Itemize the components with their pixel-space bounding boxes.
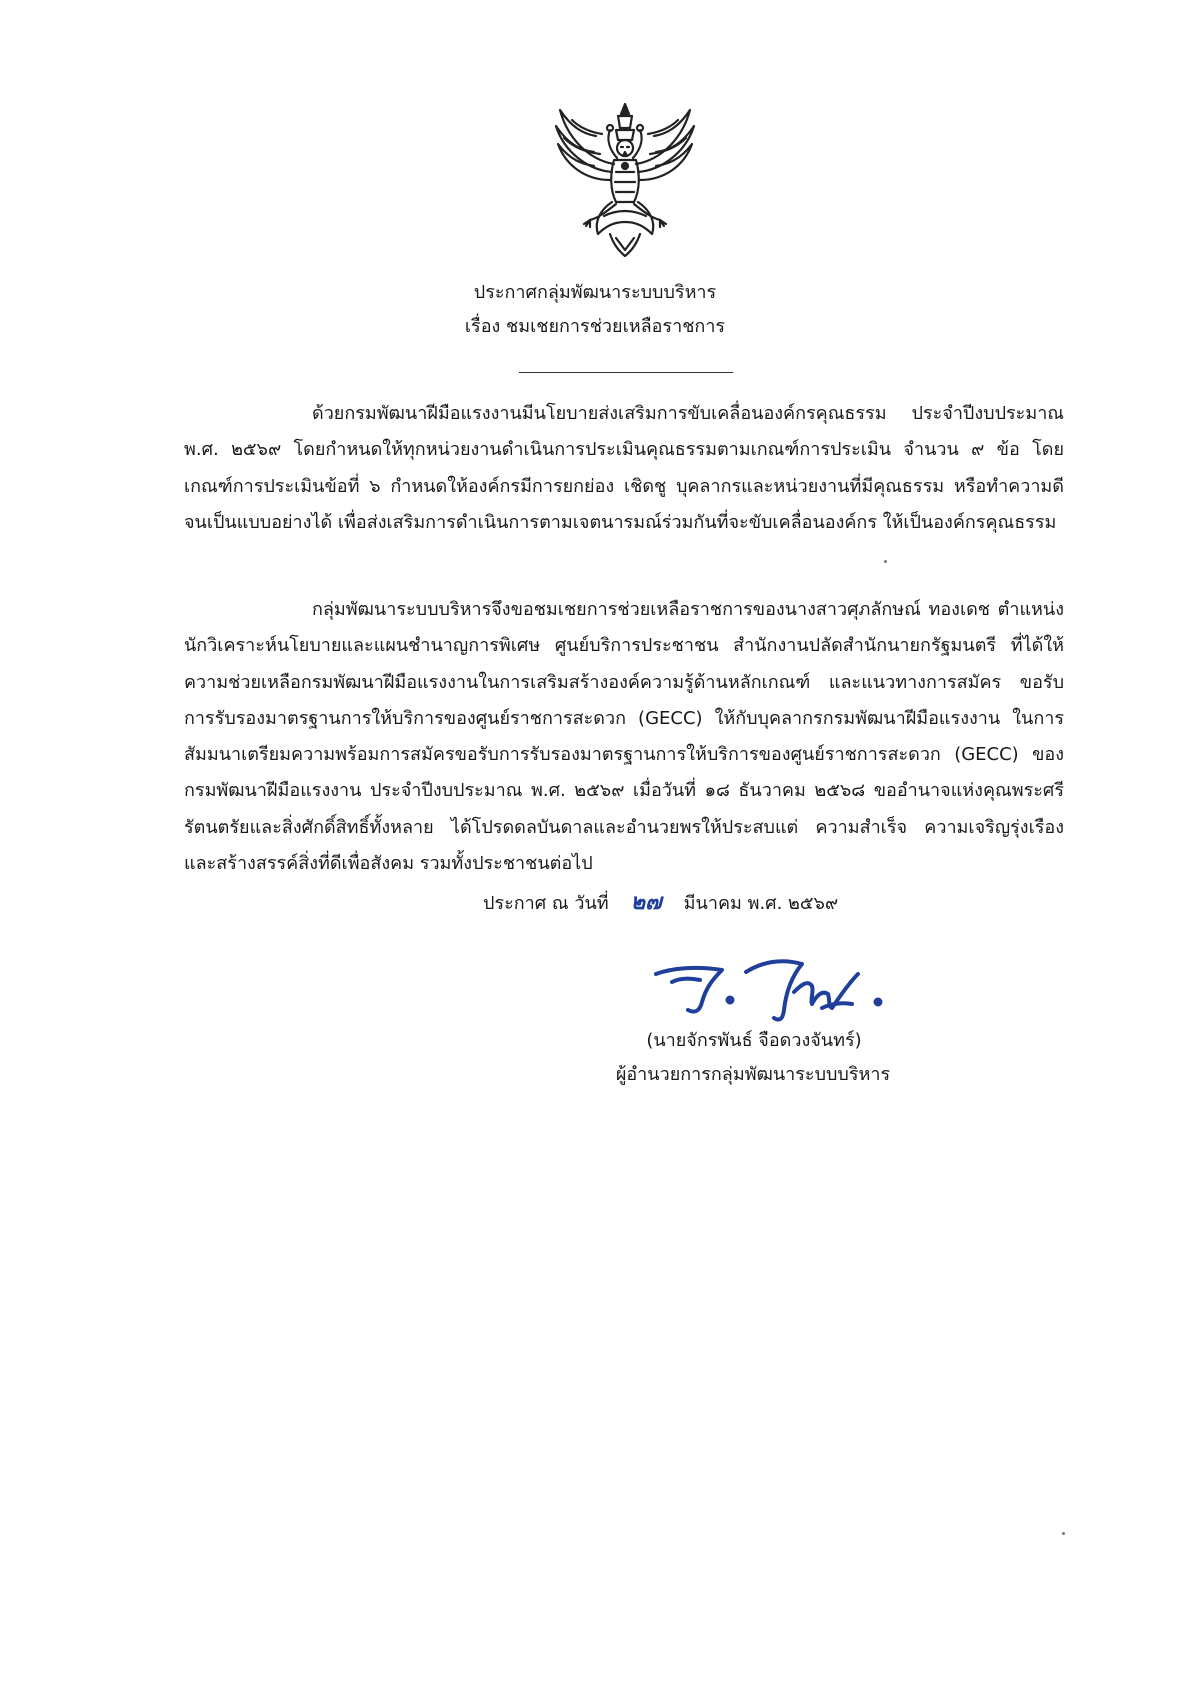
announcement-title: ประกาศกลุ่มพัฒนาระบบบริหาร [473, 282, 717, 303]
scan-speck [1062, 1532, 1065, 1535]
announcement-date [483, 884, 838, 922]
date-prefix: ประกาศ ณ วันที่ [483, 893, 609, 914]
scan-speck [884, 560, 887, 563]
signatory-name: (นายจักรพันธ์ จือดวงจันทร์) [646, 1030, 862, 1051]
body-paragraph-1: ด้วยกรมพัฒนาฝีมือแรงงานมีนโยบายส่งเสริมการขับเคลื่อนองค์กรคุณธรรม ประจำปีงบประมาณ พ.ศ. ๒๕๖๙ โดยกำหนดให้ทุกหน่วยงานดำเนินการประเมินคุณธรรมตามเกณฑ์การประเมิน จำนวน ๙ ข้อ โดยเกณฑ์การประเมินข้อที่ ๖ กำหนดให้องค์กรมีการยกย่อง เชิดชู บุคลากรและหน่วยงานที่มีคุณธรรม หรือทำความดีจนเป็นแบบอย่างได้ เพื่อส่งเสริมการดำเนินการตามเจตนารมณ์ร่วมกันที่จะขับเคลื่อนองค์กร ให้เป็นองค์กรคุณธรรม [184, 403, 1064, 533]
handwritten-signature-icon [652, 944, 892, 1034]
announcement-subject: เรื่อง ชมเชยการช่วยเหลือราชการ [464, 316, 726, 337]
signatory-position: ผู้อำนวยการกลุ่มพัฒนาระบบบริหาร [615, 1064, 891, 1085]
date-month-year: มีนาคม พ.ศ. ๒๕๖๙ [683, 893, 839, 914]
garuda-emblem-icon [550, 100, 700, 260]
date-day-handwritten: ๒๗ [630, 889, 662, 915]
body-paragraph-2: กลุ่มพัฒนาระบบบริหารจึงขอชมเชยการช่วยเหลือราชการของนางสาวศุภลักษณ์ ทองเดช ตำแหน่ง นักวิเคราะห์นโยบายและแผนชำนาญการพิเศษ ศูนย์บริการประชาชน สำนักงานปลัดสำนักนายกรัฐมนตรี ที่ได้ให้ความช่วยเหลือกรมพัฒนาฝีมือแรงงานในการเสริมสร้างองค์ความรู้ด้านหลักเกณฑ์ และแนวทางการสมัคร ขอรับการรับรองมาตรฐานการให้บริการของศูนย์ราชการสะดวก (GECC) ให้กับบุคลากรกรมพัฒนาฝีมือแรงงาน ในการสัมมนาเตรียมความพร้อมการสมัครขอรับการรับรองมาตรฐานการให้บริการของศูนย์ราชการสะดวก (GECC) ของกรมพัฒนาฝีมือแรงงาน ประจำปีงบประมาณ พ.ศ. ๒๕๖๙ เมื่อวันที่ ๑๘ ธันวาคม ๒๕๖๘ ขออำนาจแห่งคุณพระศรีรัตนตรัยและสิ่งศักดิ์สิทธิ์ทั้งหลาย ได้โปรดดลบันดาลและอำนวยพรให้ประสบแต่ ความสำเร็จ ความเจริญรุ่งเรือง และสร้างสรรค์สิ่งที่ดีเพื่อสังคม รวมทั้งประชาชนต่อไป [184, 599, 1064, 875]
header-divider [519, 372, 733, 373]
